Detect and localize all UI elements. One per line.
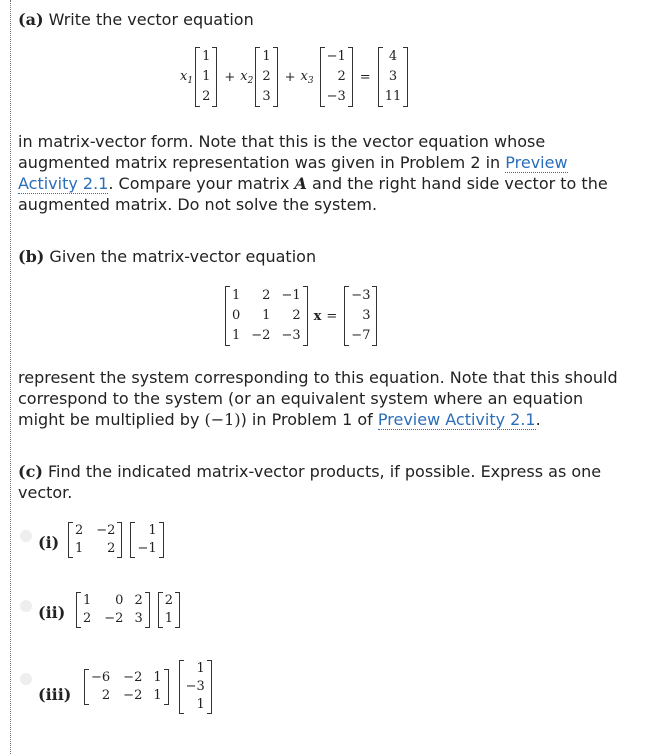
matrix-iii: −6 2 −2 −2 1 1 (84, 669, 169, 705)
vector-iii: 1 −3 1 (179, 660, 212, 714)
part-c-prompt: Find the indicated matrix-vector products, if possible. Express as one vector. (18, 462, 602, 502)
marker-icon (20, 600, 32, 612)
part-a-label: (a) (18, 10, 44, 29)
rhs-vector: −3 3 −7 (344, 286, 377, 346)
left-border (10, 0, 11, 754)
matrix-A: A (294, 174, 307, 193)
part-c-heading (18, 461, 628, 503)
neg-one: (−1) (204, 410, 241, 429)
vector-i: 1 −1 (130, 522, 163, 558)
product-iii (82, 660, 214, 714)
coef-x1: $x_1$ (180, 68, 194, 86)
x-vector-symbol: x (313, 308, 322, 324)
equals-sign: = (326, 308, 338, 324)
part-a-prompt: Write the vector equation (48, 10, 254, 29)
plus-sign: + (284, 69, 296, 85)
marker-icon (20, 673, 32, 685)
product-ii (74, 592, 182, 628)
item-ii-label: (ii) (38, 603, 66, 622)
item-i-label: (i) (38, 533, 60, 552)
part-a-heading (18, 9, 628, 30)
matrix-vector-equation (223, 286, 379, 346)
coefficient-matrix: 1 0 1 2 1 −2 −1 2 −3 (225, 286, 308, 346)
vector-v3: −1 2 −3 (320, 47, 353, 107)
matrix-i: 2 1 −2 2 (68, 522, 122, 558)
part-b-prompt: Given the matrix-vector equation (49, 247, 317, 266)
product-i (66, 522, 166, 558)
part-b-label: (b) (18, 247, 45, 266)
part-a-text: in matrix-vector form. Note that this is the vector equation whose augmented matrix representation was given in Problem 2 in Preview Activity 2.1. Compare your matrix A and the right hand side vector to the augmented matrix. Do not solve the system. (18, 132, 608, 214)
vector-equation (180, 47, 410, 107)
preview-activity-link-a[interactable]: Preview Activity 2.1 (18, 153, 568, 193)
vector-ii: 2 1 (158, 592, 180, 628)
part-c-label: (c) (18, 462, 43, 481)
marker-icon (20, 530, 32, 542)
coef-x3: $x_3$ (300, 68, 314, 86)
coef-x2: $x_2$ (240, 68, 254, 86)
vector-v2: 1 2 3 (255, 47, 277, 107)
matrix-ii: 1 2 0 −2 2 3 (76, 592, 150, 628)
equals-sign: = (359, 69, 371, 85)
preview-activity-link-b[interactable]: Preview Activity 2.1 (377, 410, 536, 429)
item-iii-label: (iii) (38, 685, 72, 704)
part-b-heading (18, 246, 628, 267)
vector-rhs: 4 3 11 (378, 47, 409, 107)
vector-v1: 1 1 2 (195, 47, 217, 107)
part-b-text: represent the system corresponding to this equation. Note that this should correspond to the system (or an equivalent system where an equation might be multiplied by (−1)) in Problem 1 of Preview Activity 2.1. (18, 368, 618, 429)
plus-sign: + (224, 69, 236, 85)
